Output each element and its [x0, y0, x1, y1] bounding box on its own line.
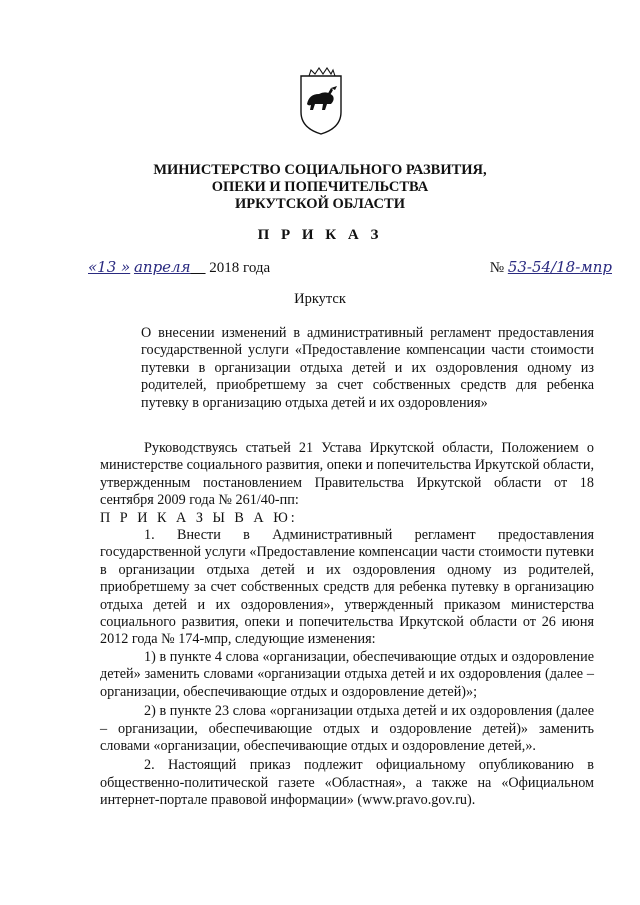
ministry-line: ИРКУТСКОЙ ОБЛАСТИ	[235, 196, 405, 212]
order-number	[490, 258, 612, 277]
number-sign: №	[489, 260, 505, 276]
city-name: Иркутск	[294, 291, 346, 307]
ministry-line: ОПЕКИ И ПОПЕЧИТЕЛЬСТВА	[211, 179, 429, 195]
order-command: П Р И К А З Ы В А Ю:	[100, 509, 298, 526]
item-2-paragraph: 2. Настоящий приказ подлежит официальному опубликованию в общественно-политической газете «Областная», а также на «Официальном интернет-портале правовой информации» (www.pravo.gov.ru).	[100, 757, 594, 809]
item-1-paragraph: 1. Внести в Административный регламент предоставления государственной услуги «Предоставление компенсации части стоимости путевки в организации отдыха детей и их оздоровления одному из родителей, приобретшему за счет собственных средств для ребенка путевку в организацию отдыха детей и их оздоровления», утвержденный приказом министерства социального развития, опеки и попечительства Иркутской области от 26 июня 2012 года № 174-мпр, следующие изменения:	[100, 527, 594, 648]
ministry-line: МИНИСТЕРСТВО СОЦИАЛЬНОГО РАЗВИТИЯ,	[153, 162, 487, 178]
order-body	[100, 440, 594, 810]
handwritten-number: 53-54/18-мпр	[507, 258, 612, 276]
order-subject: О внесении изменений в административный регламент предоставления государственной услуги «Предоставление компенсации части стоимости путевки в организации отдыха детей и их оздоровления одному из родителей, приобретшему за счет собственных средств для ребенка путевку в организацию отдыха детей и их оздоровления»	[141, 325, 594, 411]
document-type-heading: П Р И К А З	[257, 227, 383, 243]
order-year: 2018 года	[209, 260, 271, 276]
item-1-subitem-1: 1) в пункте 4 слова «организации, обеспечивающие отдых и оздоровление детей» заменить словами «организации отдыха детей и их оздоровления (далее – организации, обеспечивающие отдых и оздоровление детей)»;	[100, 648, 594, 700]
order-date	[88, 258, 270, 277]
irkutsk-coat-of-arms-icon	[297, 66, 345, 138]
handwritten-month: апреля	[133, 258, 191, 276]
ministry-name	[0, 162, 640, 213]
handwritten-day: «13 »	[88, 258, 131, 276]
item-1-subitem-2: 2) в пункте 23 слова «организации отдыха детей и их оздоровления (далее – организации, обеспечивающие отдых и оздоровление детей)» заменить словами «организации, обеспечивающие отдых и оздоровление детей,».	[100, 703, 594, 754]
preamble-paragraph: Руководствуясь статьей 21 Устава Иркутской области, Положением о министерстве социального развития, опеки и попечительства Иркутской области, утвержденным постановлением Правительства Иркутской области от 18 сентября 2009 года № 261/40-пп:	[100, 440, 594, 509]
